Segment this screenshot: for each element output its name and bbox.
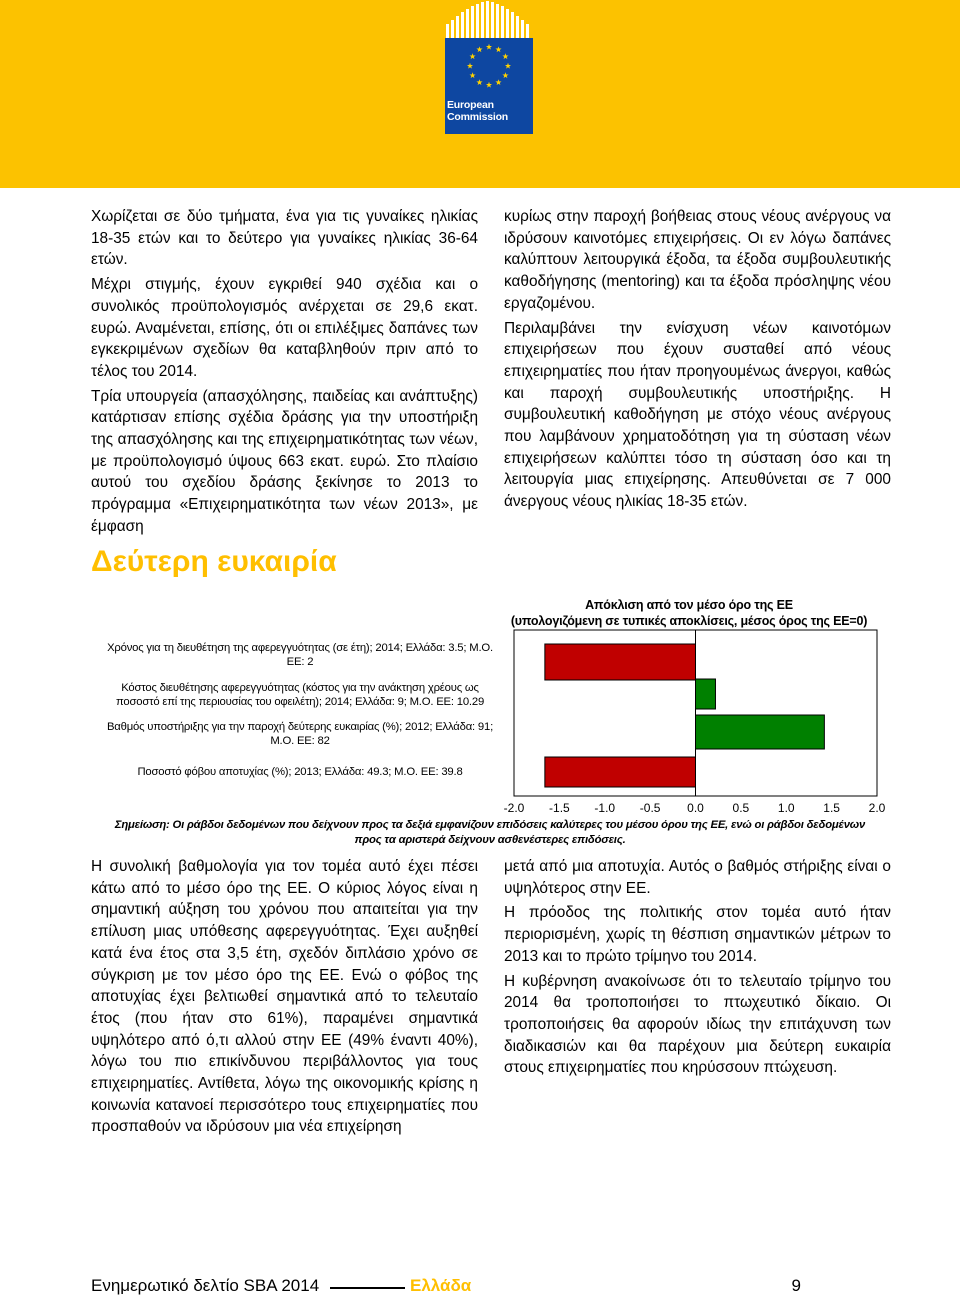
bar-3 [545, 757, 696, 787]
bar-0 [545, 644, 696, 680]
category-label-1: Κόστος διευθέτησης αφερεγγυότητας (κόστος για την ανάκτηση χρέους ως ποσοστό επί της περιουσίας του οφειλέτη); 2014; Ελλάδα: 9; Μ.Ο. ΕΕ: 10.29 [115, 682, 485, 708]
paragraph: Η πρόοδος της πολιτικής στον τομέα αυτό ήταν περιορισμένη, χωρίς τη θέσπιση σημαντικών μέτρων το 2013 και το πρώτο τρίμηνο του 2014. [504, 904, 891, 965]
bar-1 [696, 679, 716, 709]
paragraph: μετά από μια αποτυχία. Αυτός ο βαθμός στήριξης είναι ο υψηλότερος στην ΕΕ. [504, 858, 891, 897]
chart-title-line2: (υπολογιζόμενη σε τυπικές αποκλίσεις, μέσος όρος της ΕΕ=0) [510, 614, 868, 628]
paragraph: Η κυβέρνηση ανακοίνωσε ότι το τελευταίο τρίμηνο του 2014 θα τροποποιήσει το πτωχευτικό δίκαιο. Οι τροποποιήσεις θα αφορούν ιδίως την επιτάχυνση των διαδικασιών και θα παρέχουν μια δεύτερη ευκαιρία στους επιχειρηματίες που κηρύσσουν πτώχευση. [504, 972, 891, 1077]
paragraph: Η συνολική βαθμολογία για τον τομέα αυτό έχει πέσει κάτω από το μέσο όρο της ΕΕ. Ο κύριος λόγος είναι η σημαντική αύξηση του χρόνου που απαιτείται για την επίλυση μιας υπόθεσης αφερεγγυότητας. Έχει αυξηθεί κατά ένα έτος στα 3,5 έτη, σχεδόν διπλάσιο χρόνο σε σύγκριση με τον μέσο όρο της ΕΕ. Ενώ ο φόβος της αποτυχίας έχει βελτιωθεί σημαντικά από το τελευταίο έτος (που ήταν στο 61%), παραμένει σημαντικά υψηλότερο από ό,τι αλλού στην ΕΕ (49% έναντι 40%), λόγω του πιο επικίνδυνου περιβάλλοντος για τους επιχειρηματίες. Αντίθετα, λόγω της οικονομικής κρίσης η κοινωνία κατανοεί περισσότερο τους επιχειρηματίες που προσπαθούν να ιδρύσουν μια νέα επιχείρηση [91, 858, 478, 1136]
logo-text-line1: European [447, 99, 494, 111]
bottom-left-column [91, 856, 478, 1141]
x-tick-label: 0.0 [687, 801, 704, 815]
x-tick-label: 0.5 [732, 801, 750, 815]
bottom-right-column [504, 856, 891, 1082]
paragraph: Μέχρι στιγμής, έχουν εγκριθεί 940 σχέδια και ο συνολικός προϋπολογισμός ανέρχεται σε 29,6 εκατ. ευρώ. Αναμένεται, επίσης, ότι οι επιλέξιμες δαπάνες των εγκεκριμένων σχεδίων θα καταβληθούν πριν από το τέλος του 2014. [91, 276, 478, 380]
section-heading: Δεύτερη ευκαιρία [91, 545, 337, 578]
x-tick-label: -1.5 [549, 801, 570, 815]
x-tick-label: -2.0 [503, 801, 525, 815]
x-tick-label: -1.0 [594, 801, 616, 815]
category-label-2: Βαθμός υποστήριξης για την παροχή δεύτερης ευκαιρίας (%); 2012; Ελλάδα: 91; Μ.Ο. ΕΕ: 82 [106, 721, 494, 747]
footer-title: Ενημερωτικό δελτίο SBA 2014 [91, 1276, 320, 1295]
category-label-0: Χρόνος για τη διευθέτηση της αφερεγγυότητας (σε έτη); 2014; Ελλάδα: 3.5; Μ.Ο. ΕΕ: 2 [107, 642, 493, 668]
x-tick-label: 1.0 [777, 801, 795, 815]
page-footer [91, 1276, 801, 1300]
x-tick-label: 1.5 [823, 801, 840, 815]
chart-note: Σημείωση: Οι ράβδοι δεδομένων που δείχνουν προς τα δεξιά εμφανίζουν επιδόσεις καλύτερες του μέσου όρου της ΕΕ, ενώ οι ράβδοι δεδομένων προς τα αριστερά δείχνουν ασθενέστερες επιδόσεις. [114, 819, 866, 846]
page-number: 9 [791, 1276, 801, 1295]
paragraph: κυρίως στην παροχή βοήθειας στους νέους ανέργους να ιδρύσουν καινοτόμες επιχειρήσεις. Οι εν λόγω δαπάνες καλύπτουν λειτουργικά έξοδα, τα έξοδα συμβουλευτικής καθοδήγησης (mentoring) και τα έξοδα πρόσληψης νέου εργαζομένου. [504, 208, 891, 312]
category-label-3: Ποσοστό φόβου αποτυχίας (%); 2013; Ελλάδα: 49.3; Μ.Ο. ΕΕ: 39.8 [137, 766, 463, 778]
logo-text-line2: Commission [447, 111, 509, 123]
bar-2 [696, 715, 825, 749]
footer-country: Ελλάδα [410, 1276, 472, 1295]
footer-rule [330, 1287, 405, 1289]
x-tick-label: 2.0 [868, 801, 886, 815]
paragraph: Χωρίζεται σε δύο τμήματα, ένα για τις γυναίκες ηλικίας 18-35 ετών και το δεύτερο για γυναίκες ηλικίας 36-64 ετών. [91, 208, 478, 269]
paragraph: Περιλαμβάνει την ενίσχυση νέων καινοτόμων επιχειρήσεων που έχουν συσταθεί από νέους επιχειρηματίες που ήταν προηγουμένως άνεργοι, καθώς και παροχή συμβουλευτικής υποστήριξης. Η συμβουλευτική καθοδήγηση με στόχο νέους ανέργους που λαμβάνουν χρηματοδότηση για τη σύσταση νέων επιχειρήσεων καλύπτει τόσο τη σύσταση όσο και τη λειτουργία μιας επιχείρησης. Απευθύνεται σε 7 000 άνεργους νέους ηλικίας 18-35 ετών. [504, 319, 891, 511]
paragraph: Τρία υπουργεία (απασχόλησης, παιδείας και ανάπτυξης) κατάρτισαν επίσης σχέδια δράσης για την υποστήριξη της απασχόλησης και της επιχειρηματικότητας των νέων, με προϋπολογισμό ύψους 663 εκατ. ευρώ. Στο πλαίσιο αυτού του σχεδίου δράσης ξεκίνησε το 2013 το πρόγραμμα «Επιχειρηματικότητα των νέων 2013», με έμφαση [91, 387, 478, 535]
chart-title-line1: Απόκλιση από τον μέσο όρο της ΕΕ [585, 598, 793, 612]
x-tick-label: -0.5 [639, 801, 661, 815]
